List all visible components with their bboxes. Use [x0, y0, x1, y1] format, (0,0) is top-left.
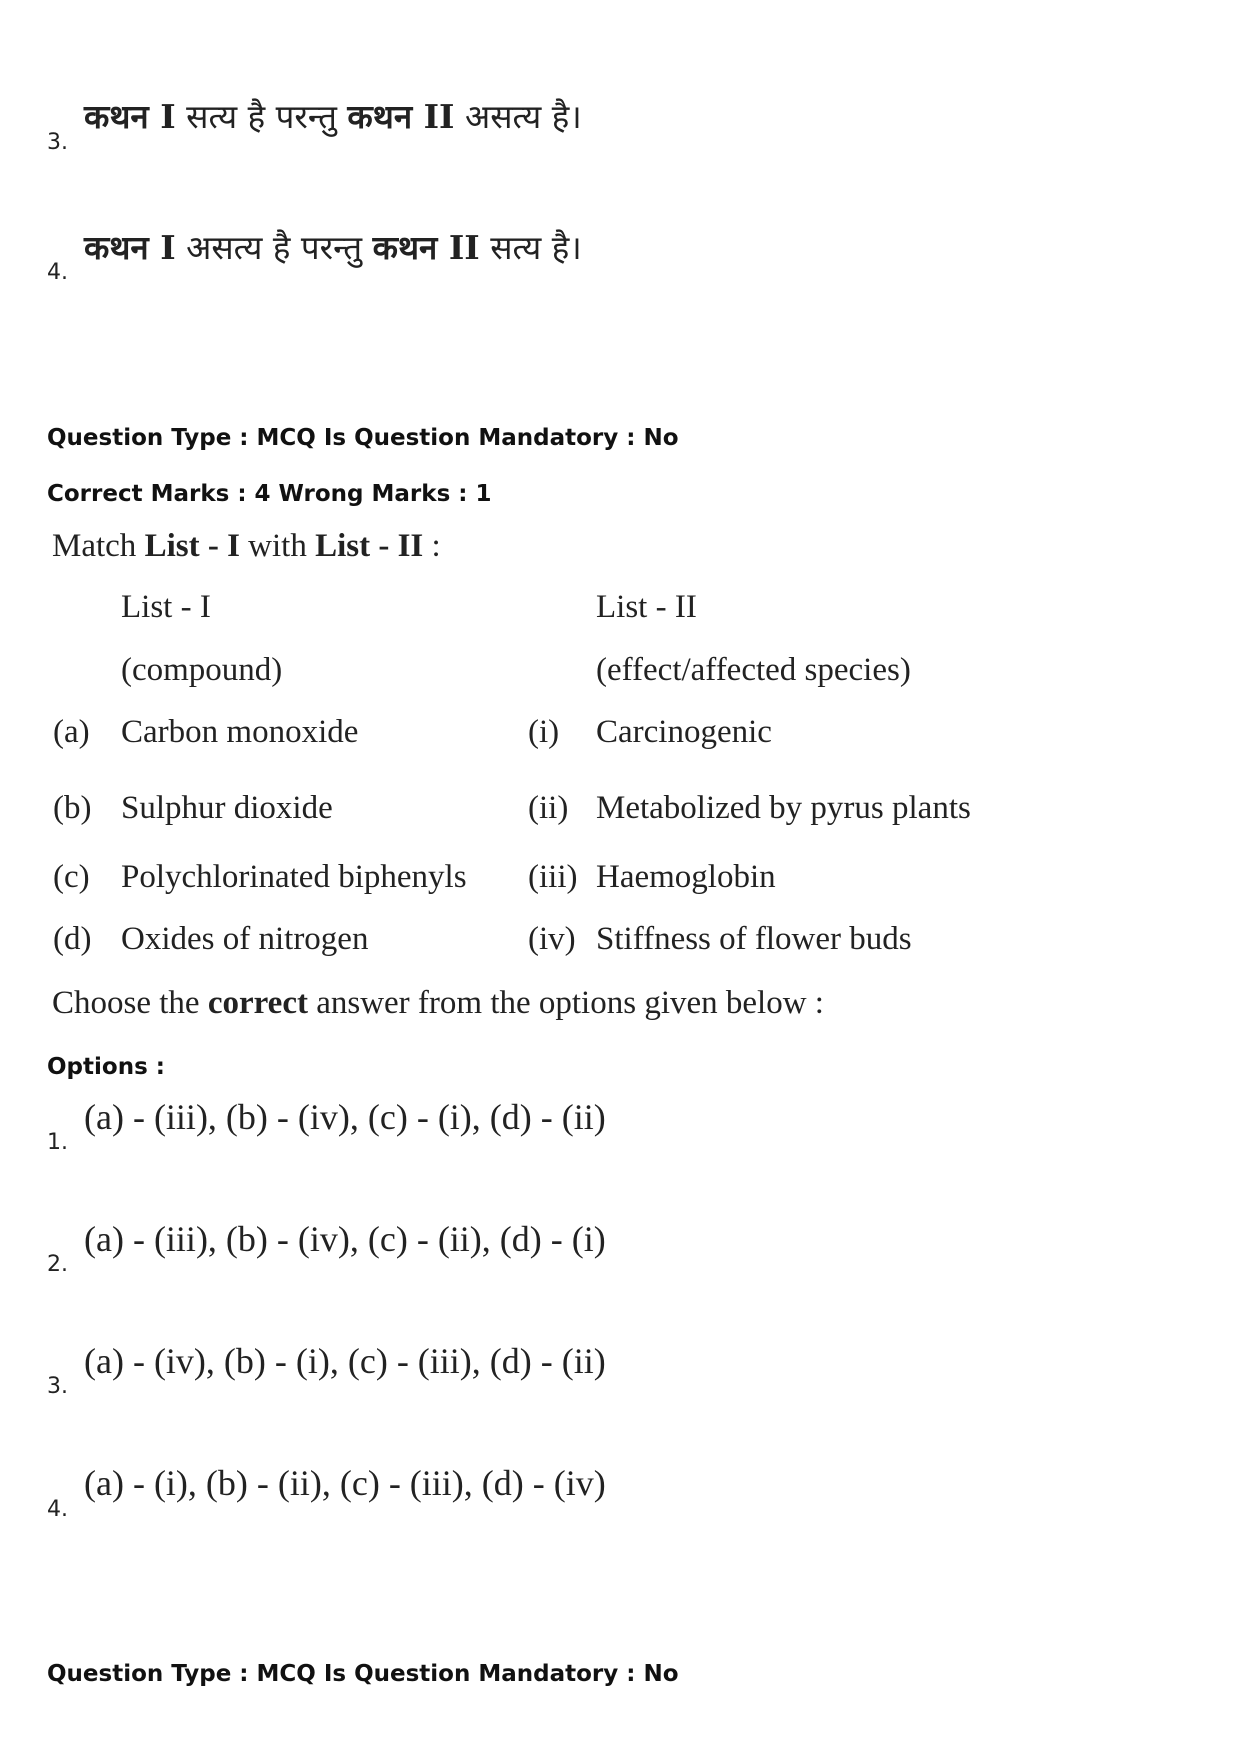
list2-item: Stiffness of flower buds: [596, 921, 912, 957]
list1-label: (c): [53, 859, 90, 895]
option-text-part: असत्य है।: [454, 97, 582, 136]
list1-item: Polychlorinated biphenyls: [121, 859, 467, 895]
option-text-part: सत्य है परन्तु: [175, 97, 348, 136]
list2-label: (i): [528, 714, 560, 750]
list2-item: Metabolized by pyrus plants: [596, 790, 971, 826]
option-text: (a) - (iii), (b) - (iv), (c) - (ii), (d) - (i): [84, 1219, 606, 1259]
marks-line: Correct Marks : 4 Wrong Marks : 1: [47, 481, 492, 507]
list1-item: Carbon monoxide: [121, 714, 359, 750]
intro-text: :: [423, 528, 441, 564]
list2-item: Carcinogenic: [596, 714, 772, 750]
option-text: (a) - (i), (b) - (ii), (c) - (iii), (d) - (iv): [84, 1463, 606, 1503]
statement-ii-label: कथन II: [347, 97, 455, 136]
list1-label: (b): [53, 790, 92, 826]
list1-subheader: (compound): [121, 652, 283, 688]
option-text-part: सत्य है।: [479, 228, 582, 267]
list1-item: Sulphur dioxide: [121, 790, 333, 826]
list1-label: (d): [53, 921, 92, 957]
question-type-line: Question Type : MCQ Is Question Mandatory : No: [47, 425, 679, 451]
option-text: (a) - (iii), (b) - (iv), (c) - (i), (d) - (ii): [84, 1097, 606, 1137]
list2-subheader: (effect/affected species): [596, 652, 911, 688]
next-question-type-line: Question Type : MCQ Is Question Mandatory : No: [47, 1661, 679, 1687]
option-number: 2.: [47, 1252, 68, 1277]
list1-header: List - I: [121, 589, 211, 625]
option-text: [84, 224, 582, 269]
statement-i-label: कथन I: [84, 228, 176, 267]
option-number: 3.: [47, 1374, 68, 1399]
instruction-text: answer from the options given below :: [307, 985, 824, 1021]
list2-label: (ii): [528, 790, 569, 826]
intro-text: Match: [52, 528, 145, 564]
instruction-text: Choose the: [52, 985, 208, 1021]
list2-item: Haemoglobin: [596, 859, 776, 895]
list1-label: (a): [53, 714, 90, 750]
statement-i-label: कथन I: [84, 97, 176, 136]
list2-header: List - II: [596, 589, 697, 625]
list1-item: Oxides of nitrogen: [121, 921, 369, 957]
option-text-part: असत्य है परन्तु: [175, 228, 373, 267]
option-number: 4.: [47, 1497, 68, 1522]
option-text: (a) - (iv), (b) - (i), (c) - (iii), (d) - (ii): [84, 1341, 606, 1381]
statement-ii-label: कथन II: [372, 228, 480, 267]
option-number: 4.: [47, 260, 68, 285]
intro-list1: List - I: [144, 528, 240, 564]
options-label: Options :: [47, 1054, 165, 1080]
intro-text: with: [239, 528, 316, 564]
choose-instruction: [52, 985, 824, 1022]
instruction-bold: correct: [207, 985, 308, 1021]
list2-label: (iv): [528, 921, 576, 957]
option-number: 1.: [47, 1130, 68, 1155]
question-intro: [52, 528, 441, 565]
list2-label: (iii): [528, 859, 578, 895]
option-text: [84, 93, 582, 138]
intro-list2: List - II: [315, 528, 424, 564]
option-number: 3.: [47, 130, 68, 155]
